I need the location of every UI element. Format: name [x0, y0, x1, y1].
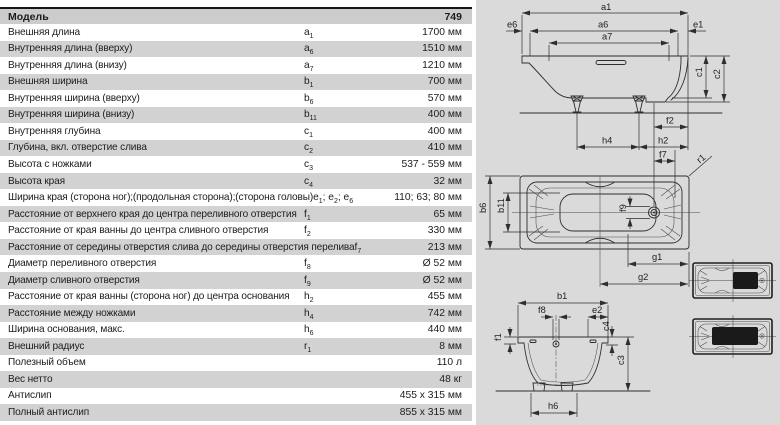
row-value: 537 - 559 мм	[401, 159, 462, 171]
row-parameter: Глубина, вкл. отверстие слива	[8, 142, 147, 154]
row-value: 32 мм	[433, 175, 462, 187]
table-row	[0, 24, 472, 41]
row-parameter: Ширина основания, макс.	[8, 324, 125, 336]
row-value: Ø 52 мм	[422, 258, 462, 270]
dim-label-r1: r1	[694, 152, 708, 166]
table-row	[0, 289, 472, 306]
row-symbol: $b_6$	[304, 92, 314, 106]
row-parameter: Расстояние от верхнего края до центра переливного отверстия	[8, 208, 297, 220]
dim-label-c4: c4	[601, 321, 611, 331]
side-view	[506, 2, 730, 206]
dim-label-f2: f2	[666, 115, 674, 126]
row-value: 48 кг	[439, 373, 462, 385]
dim-label-b6: b6	[478, 202, 488, 213]
row-symbol: $b_1$	[304, 76, 314, 90]
row-parameter: Внешняя длина	[8, 26, 80, 38]
header-model-number: 749	[444, 10, 462, 23]
table-row	[0, 57, 472, 74]
row-parameter: Вес нетто	[8, 373, 53, 385]
spec-table	[0, 7, 472, 421]
row-value: 8 мм	[439, 340, 462, 352]
antislip-zone	[733, 272, 758, 289]
table-row	[0, 173, 472, 190]
row-parameter: Диаметр переливного отверстия	[8, 258, 157, 270]
table-row	[0, 371, 472, 388]
dim-label-a7: a7	[602, 31, 613, 42]
row-symbol: $c_1$	[304, 125, 313, 139]
section-view	[493, 291, 650, 417]
dim-label-g1: g1	[652, 252, 663, 262]
row-value: 400 мм	[427, 109, 462, 121]
table-row	[0, 123, 472, 140]
row-value: 1510 мм	[422, 43, 462, 55]
row-value: 700 мм	[427, 76, 462, 88]
table-row	[0, 206, 472, 223]
row-parameter: Антислип	[8, 390, 52, 402]
dim-label-e6: e6	[507, 19, 518, 30]
thumbnail-antislip	[689, 259, 776, 302]
row-symbol: $h_2$	[304, 291, 314, 305]
row-value: 855 x 315 мм	[399, 406, 462, 418]
table-row	[0, 239, 472, 256]
dim-label-a6: a6	[598, 19, 609, 30]
table-row	[0, 338, 472, 355]
table-row	[0, 272, 472, 289]
row-value: 110; 63; 80 мм	[394, 192, 462, 204]
dim-label-f1: f1	[493, 333, 503, 341]
row-parameter: Высота с ножками	[8, 159, 92, 171]
row-value: Ø 52 мм	[422, 274, 462, 286]
dim-label-e1: e1	[693, 19, 704, 30]
row-symbol: $c_4$	[304, 175, 313, 189]
table-rows	[0, 24, 472, 421]
table-row	[0, 255, 472, 272]
row-parameter: Расстояние от середины отверстия слива до середины отверстия перелива	[8, 241, 355, 253]
row-symbol: $a_1$	[304, 26, 314, 40]
row-symbol: $f_9$	[304, 274, 311, 288]
row-value: 1210 мм	[422, 59, 462, 71]
table-header	[0, 7, 472, 24]
row-value: 440 мм	[427, 324, 462, 336]
row-symbol: $e_1$; $e_2$; $e_6$	[313, 192, 354, 206]
table-row	[0, 388, 472, 405]
dim-label-g2: g2	[638, 272, 649, 282]
dim-label-f9: f9	[618, 204, 628, 212]
table-row	[0, 305, 472, 322]
dim-label-b11: b11	[496, 198, 506, 213]
table-row	[0, 189, 472, 206]
plan-view	[478, 176, 700, 287]
dim-label-e2: e2	[592, 305, 603, 315]
table-row	[0, 90, 472, 107]
row-parameter: Ширина края (сторона ног);(продольная сторона);(сторона головы)	[8, 192, 314, 204]
row-value: 1700 мм	[422, 26, 462, 38]
row-value: 742 мм	[427, 307, 462, 319]
row-value: 410 мм	[427, 142, 462, 154]
row-parameter: Внутренняя глубина	[8, 125, 101, 137]
row-parameter: Внутренняя длина (вверху)	[8, 43, 133, 55]
row-symbol: $c_3$	[304, 159, 313, 173]
dim-label-c2: c2	[712, 69, 722, 79]
row-symbol: $a_7$	[304, 59, 314, 73]
row-symbol: $h_6$	[304, 324, 314, 338]
row-parameter: Внутренняя ширина (внизу)	[8, 109, 135, 121]
header-model-label: Модель	[8, 10, 49, 23]
dim-label-f8: f8	[538, 305, 546, 315]
full-antislip-zone	[712, 327, 758, 345]
row-value: 455 x 315 мм	[399, 390, 462, 402]
thumbnail-full-antislip	[689, 315, 776, 358]
dim-label-b1: b1	[557, 291, 568, 301]
row-value: 213 мм	[427, 241, 462, 253]
table-row	[0, 222, 472, 239]
row-parameter: Внешняя ширина	[8, 76, 88, 88]
row-parameter: Внешний радиус	[8, 340, 85, 352]
row-parameter: Внутренняя длина (внизу)	[8, 59, 127, 71]
row-symbol: $f_1$	[304, 208, 311, 222]
row-value: 400 мм	[427, 125, 462, 137]
row-value: 110 л	[436, 357, 462, 369]
row-symbol: $f_7$	[354, 241, 362, 255]
table-row	[0, 41, 472, 58]
dim-label-h2: h2	[658, 135, 669, 146]
table-row	[0, 140, 472, 157]
row-value: 455 мм	[427, 291, 462, 303]
row-value: 330 мм	[427, 225, 462, 237]
row-symbol: $r_1$	[304, 340, 312, 354]
dim-label-c3: c3	[616, 355, 626, 365]
table-row	[0, 74, 472, 91]
row-parameter: Полезный объем	[8, 357, 86, 369]
row-parameter: Высота края	[8, 175, 65, 187]
row-parameter: Диаметр сливного отверстия	[8, 274, 140, 286]
row-parameter: Внутренняя ширина (вверху)	[8, 92, 140, 104]
table-row	[0, 404, 472, 421]
row-parameter: Расстояние от края ванны до центра сливного отверстия	[8, 225, 269, 237]
row-symbol: $a_6$	[304, 43, 314, 57]
row-symbol: $c_2$	[304, 142, 313, 156]
row-parameter: Полный антислип	[8, 406, 90, 418]
dim-label-h4: h4	[602, 135, 613, 146]
row-value: 570 мм	[427, 92, 462, 104]
row-parameter: Расстояние от края ванны (сторона ног) до центра основания	[8, 291, 290, 303]
row-value: 65 мм	[433, 208, 462, 220]
row-symbol: $b_{11}$	[304, 109, 317, 123]
dim-label-a1: a1	[601, 2, 612, 12]
table-row	[0, 322, 472, 339]
technical-drawing	[460, 0, 780, 425]
row-symbol: $f_2$	[304, 225, 311, 239]
table-row	[0, 107, 472, 124]
dim-label-f7: f7	[659, 149, 667, 160]
row-symbol: $h_4$	[304, 307, 314, 321]
table-row	[0, 156, 472, 173]
dim-label-h6: h6	[548, 401, 559, 411]
table-row	[0, 355, 472, 372]
dim-label-c1: c1	[694, 67, 704, 77]
row-parameter: Расстояние между ножками	[8, 307, 136, 319]
row-symbol: $f_8$	[304, 258, 311, 272]
